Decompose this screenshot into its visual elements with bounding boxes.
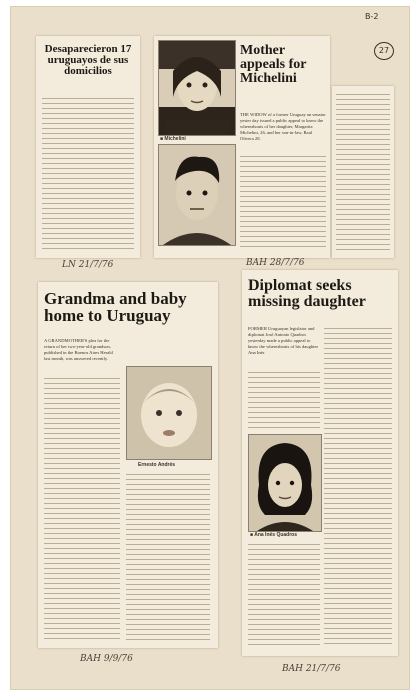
clipping-mother-appeals xyxy=(154,36,330,258)
handwritten-date: BAH 9/9/76 xyxy=(80,654,133,664)
clipping-headline: Grandma and baby home to Uruguay xyxy=(44,289,187,325)
clipping-body-text xyxy=(248,542,320,648)
photo-caption: ■ Ana Inés Quadros xyxy=(250,532,298,538)
clipping-body-text xyxy=(240,154,326,250)
clipping-lead: FORMER Uruguayan legislator and diplomat José Antonio Quadros yesterday made a public appeal to know the whereabouts of his daughter Ana Inés xyxy=(248,326,319,355)
clipping-body-text xyxy=(44,376,120,640)
photo-caption: Ernesto Andrés xyxy=(138,462,176,468)
handwritten-date: BAH 28/7/76 xyxy=(246,258,305,268)
clipping-body-text xyxy=(336,92,390,252)
page-number: 27 xyxy=(374,42,394,60)
photo-man xyxy=(158,144,236,246)
photo-woman xyxy=(158,40,236,136)
photo-woman-dark-hair xyxy=(248,434,322,532)
clipping-headline: Mother appeals for Michelini xyxy=(240,43,307,86)
clipping-body-text xyxy=(126,472,210,640)
clipping-desaparecieron xyxy=(36,36,140,258)
clipping-body-text xyxy=(42,96,134,252)
clipping-diplomat xyxy=(242,270,398,656)
handwritten-date: LN 21/7/76 xyxy=(62,260,114,270)
scrapbook-page xyxy=(10,6,410,690)
clipping-lead: THE WIDOW of a former Uruguay an senator yester day issued a public appeal to know the whereabouts of her daughter, Margarita Michelini, 26, and her son-in-law, Raul Olivera 28. xyxy=(240,112,326,141)
clipping-body-text xyxy=(324,326,392,648)
clipping-body-text xyxy=(248,370,320,430)
clipping-continuation xyxy=(332,86,394,258)
clipping-headline: Diplomat seeks missing daughter xyxy=(248,277,366,310)
corner-mark: B-2 xyxy=(365,12,379,21)
clipping-headline: Desaparecieron 17 uruguayos de sus domicilios xyxy=(44,43,132,77)
clipping-lead: A GRANDMOTHER'S plea for the return of her two-year-old grandson, published in the Buenos Aires Herald last month, was answered recently. xyxy=(44,338,113,361)
clipping-grandma-baby xyxy=(38,282,218,648)
photo-baby xyxy=(126,366,212,460)
handwritten-date: BAH 21/7/76 xyxy=(282,664,341,674)
photo-caption: ■ Michelini xyxy=(160,136,186,142)
